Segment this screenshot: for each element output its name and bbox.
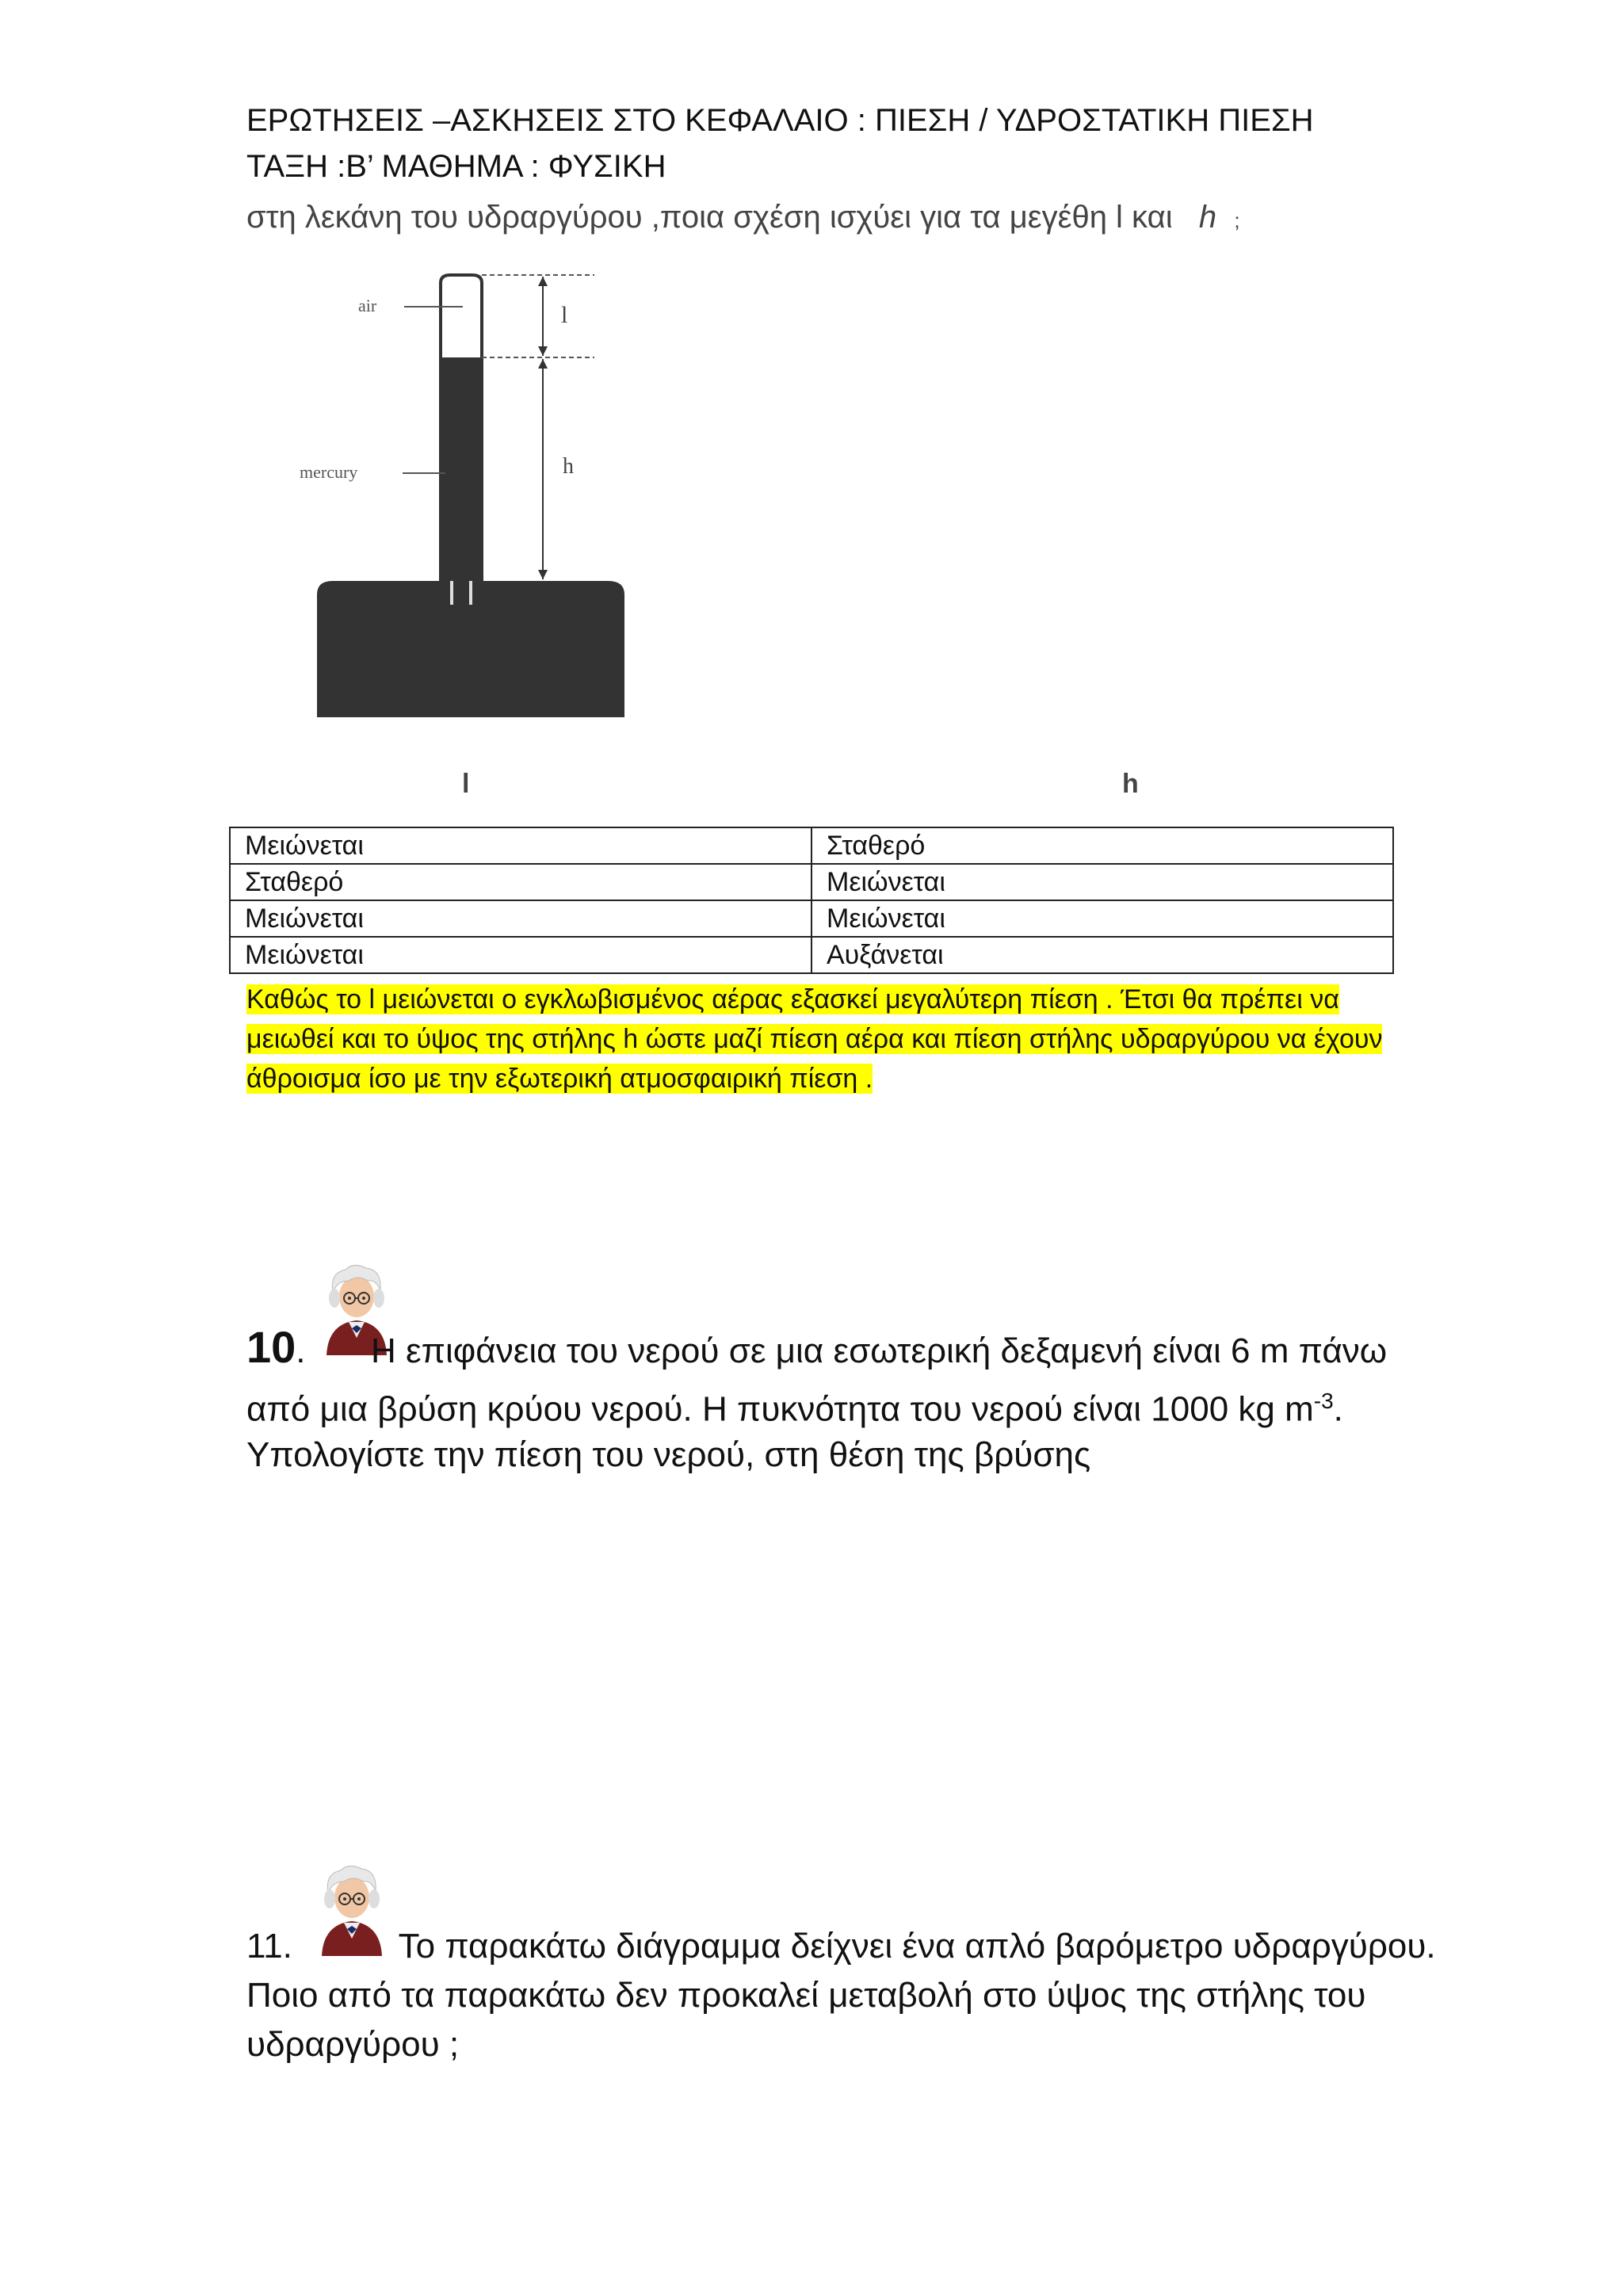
question-11-line-3: υδραργύρου ; (246, 2025, 460, 2064)
answer-line-1: Καθώς το l μειώνεται ο εγκλωβισμένος αέρας εξασκεί μεγαλύτερη πίεση . Έτσι θα πρέπει να (246, 984, 1339, 1014)
answer-explanation (246, 980, 1475, 1098)
table-row (230, 900, 1393, 937)
table-cell: Μειώνεται (812, 900, 1393, 937)
question-11-line-1 (246, 1920, 1436, 1973)
page-header-class: ΤΑΞΗ :Β’ ΜΑΘΗΜΑ : ΦΥΣΙΚΗ (246, 149, 666, 184)
table-cell: Σταθερό (812, 827, 1393, 864)
l-label: l (561, 302, 568, 328)
question-10-number: 10 (246, 1322, 296, 1372)
question-intro (246, 200, 1240, 235)
answer-line-3: άθροισμα ίσο με την εξωτερική ατμοσφαιρική πίεση . (246, 1064, 873, 1094)
barometer-figure (293, 266, 682, 717)
air-label: air (358, 296, 377, 315)
table-row (230, 937, 1393, 973)
table-row (230, 827, 1393, 864)
table-row (230, 864, 1393, 900)
mercury-column (442, 357, 480, 592)
page-header-title: ΕΡΩΤΗΣΕΙΣ –ΑΣΚΗΣΕΙΣ ΣΤΟ ΚΕΦΑΛΑΙΟ : ΠΙΕΣΗ / ΥΔΡΟΣΤΑΤΙΚΗ ΠΙΕΣΗ (246, 103, 1314, 138)
table-cell: Αυξάνεται (812, 937, 1393, 973)
table-cell: Μειώνεται (230, 827, 812, 864)
question-10-line-3: Υπολογίστε την πίεση του νερού, στη θέση της βρύσης (246, 1435, 1091, 1474)
answer-table (229, 827, 1394, 974)
question-intro-text: στη λεκάνη του υδραργύρου ,ποια σχέση ισχύει για τα μεγέθη l και (246, 200, 1173, 235)
question-intro-mark: ; (1234, 208, 1240, 232)
column-header-h: h (1122, 769, 1139, 799)
table-cell: Μειώνεται (230, 937, 812, 973)
mercury-label: mercury (300, 462, 358, 482)
h-label: h (563, 454, 574, 479)
question-10-text-1: Η επιφάνεια του νερού σε μια εσωτερική δεξαμενή είναι 6 m πάνω (371, 1331, 1388, 1370)
question-10-line-1 (246, 1320, 1387, 1378)
question-intro-h: h (1198, 200, 1217, 235)
answer-line-2: μειωθεί και το ύψος της στήλης h ώστε μαζί πίεση αέρα και πίεση στήλης υδραργύρου να έχουν (246, 1024, 1383, 1054)
table-cell: Μειώνεται (812, 864, 1393, 900)
question-10-dot: . (296, 1331, 306, 1370)
column-header-l: l (462, 769, 470, 799)
table-cell: Μειώνεται (230, 900, 812, 937)
question-10-line-2 (246, 1374, 1343, 1437)
question-10-period: . (1333, 1389, 1343, 1429)
table-cell: Σταθερό (230, 864, 812, 900)
question-11-text-1: Το παρακάτω διάγραμμα δείχνει ένα απλό βαρόμετρο υδραργύρου. (398, 1927, 1436, 1966)
question-10-text-2: από μια βρύση κρύου νερού. Η πυκνότητα του νερού είναι 1000 kg m (246, 1389, 1314, 1429)
question-11-number: 11. (246, 1927, 292, 1966)
question-10-superscript: -3 (1313, 1389, 1334, 1413)
question-11-line-2: Ποιο από τα παρακάτω δεν προκαλεί μεταβολή στο ύψος της στήλης του (246, 1976, 1366, 2015)
